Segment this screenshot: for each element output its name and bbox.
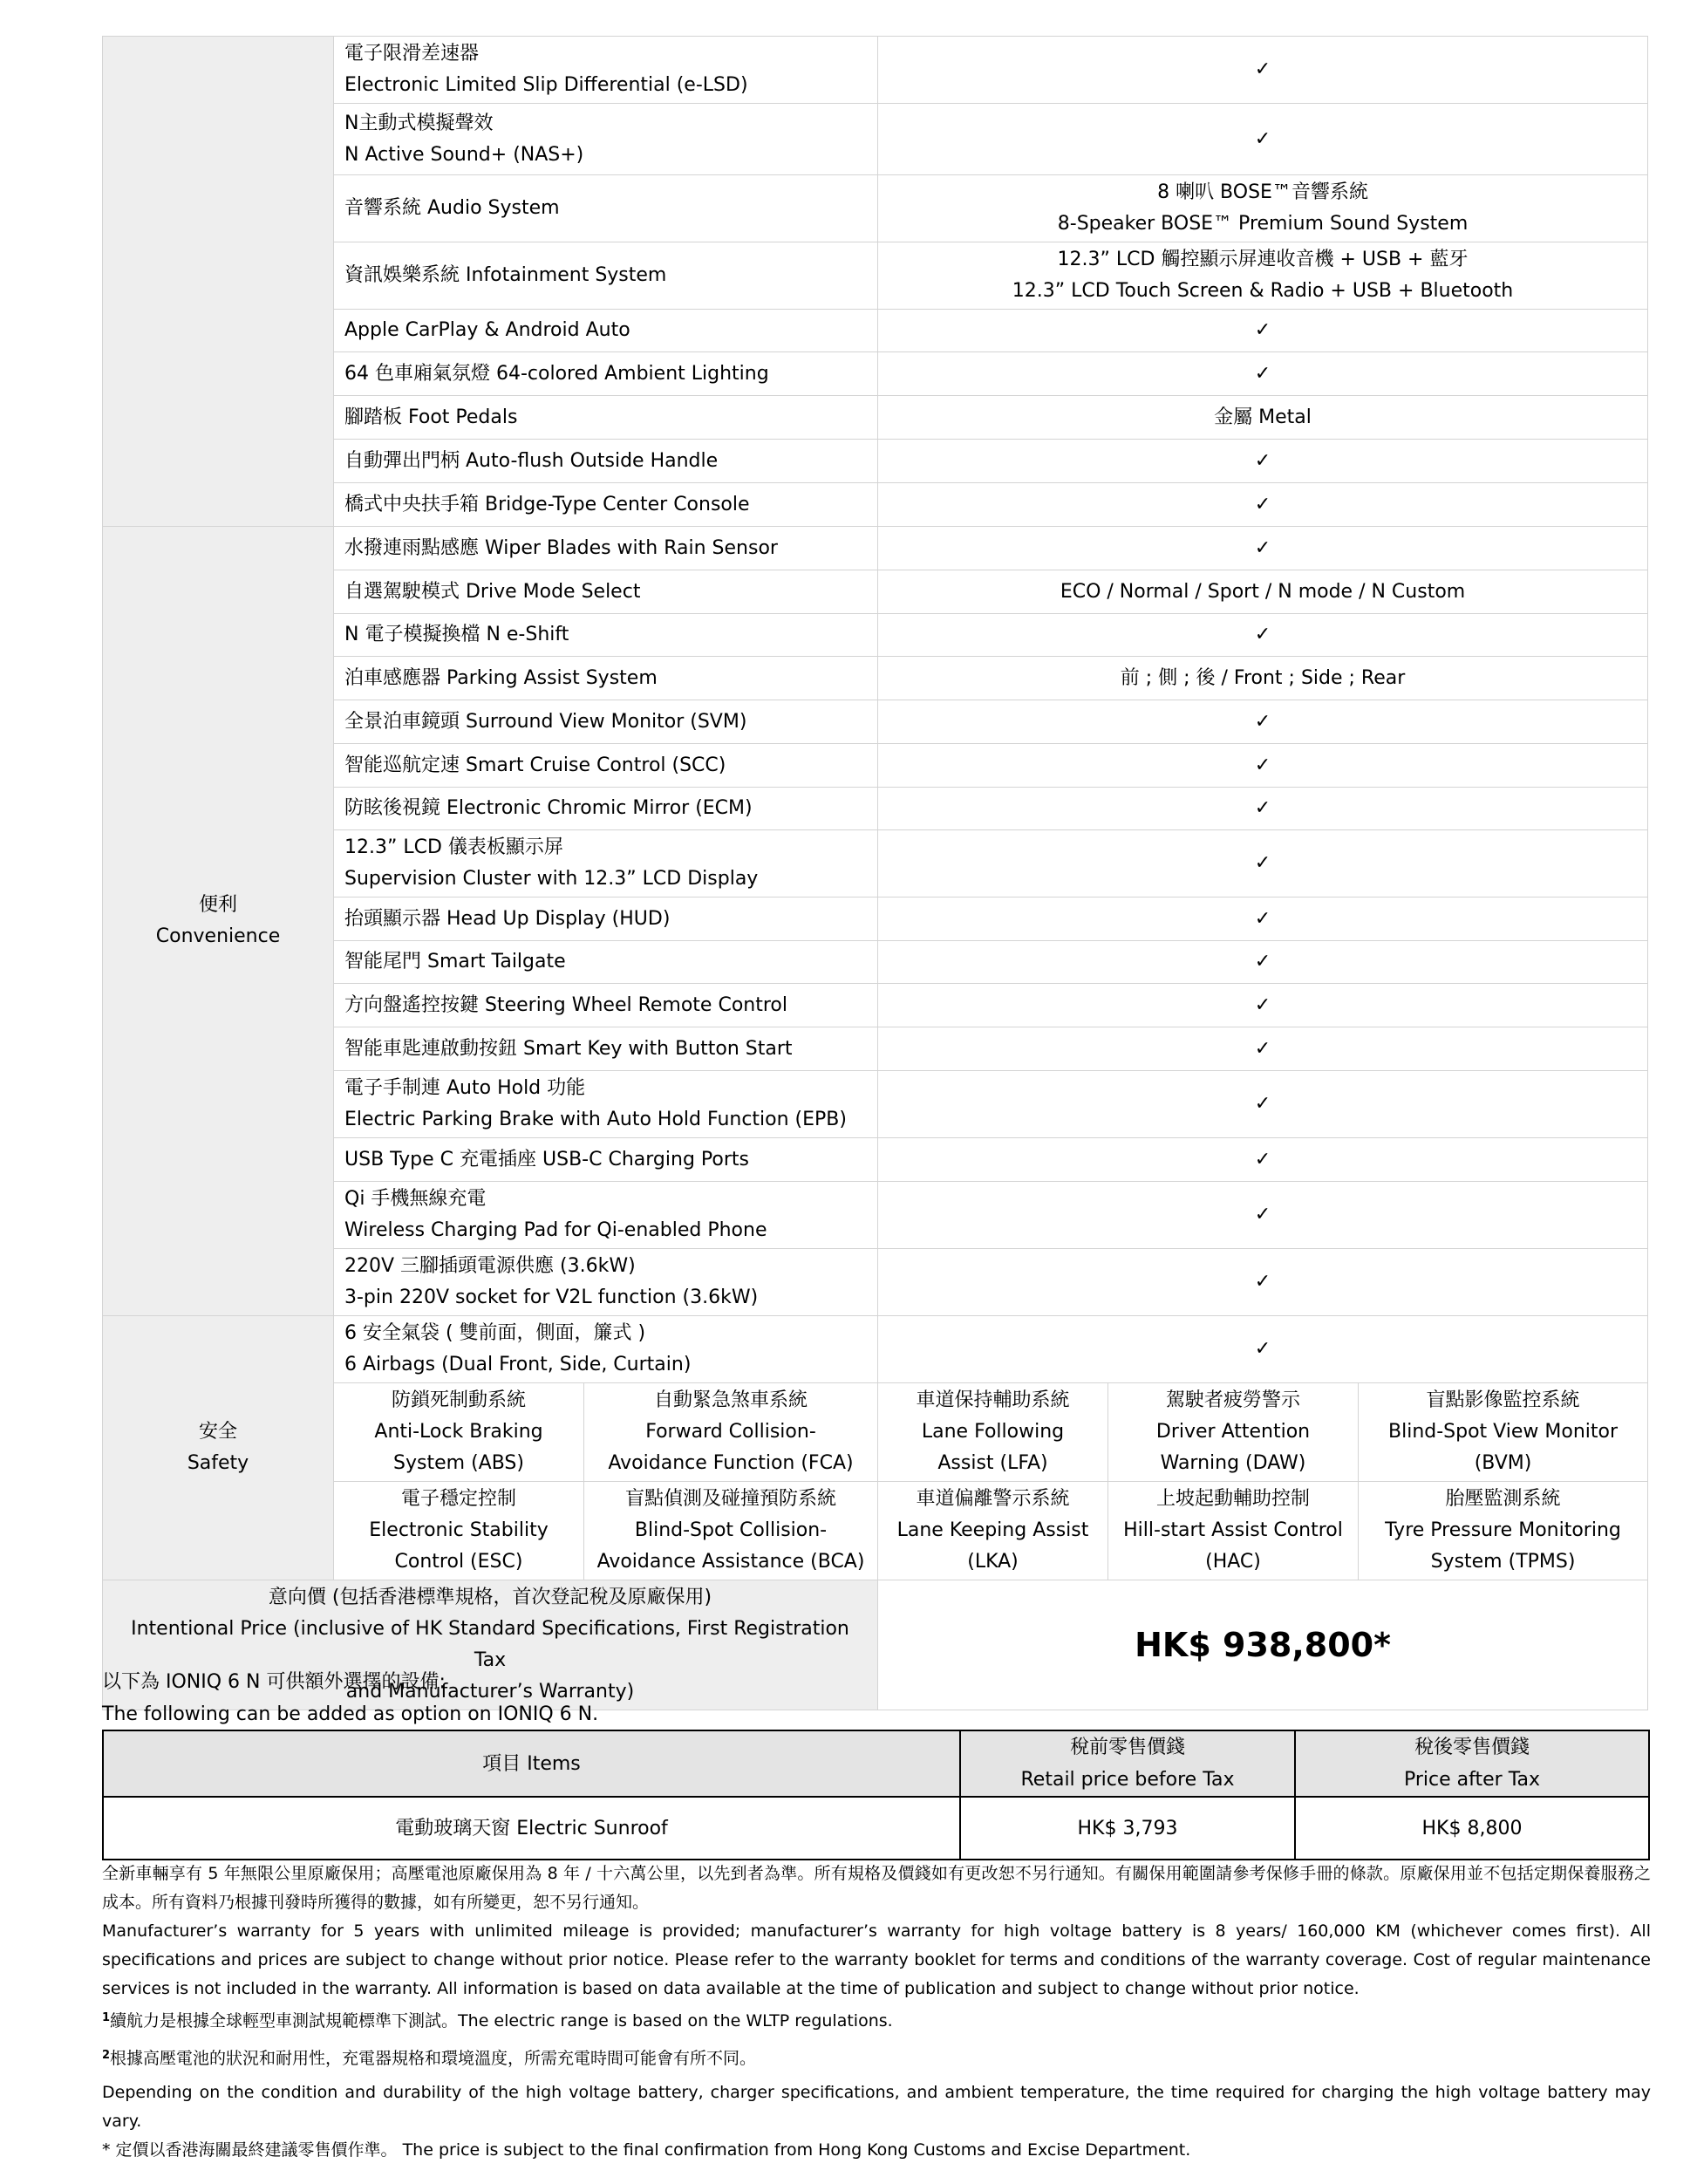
header-after-tax: 稅後零售價錢 Price after Tax bbox=[1295, 1730, 1649, 1797]
spec-label: 電子手制連 Auto Hold 功能 Electric Parking Brake with Auto Hold Function (EPB) bbox=[334, 1071, 878, 1138]
check-icon: ✓ bbox=[878, 700, 1648, 744]
check-icon: ✓ bbox=[878, 37, 1648, 104]
check-icon: ✓ bbox=[878, 1071, 1648, 1138]
table-row bbox=[103, 1316, 1648, 1383]
header-before-tax: 稅前零售價錢 Retail price before Tax bbox=[960, 1730, 1295, 1797]
spec-label: 資訊娛樂系統 Infotainment System bbox=[334, 242, 878, 310]
table-row bbox=[103, 1182, 1648, 1249]
spec-label: 音響系統 Audio System bbox=[334, 175, 878, 242]
spec-label: 腳踏板 Foot Pedals bbox=[334, 396, 878, 440]
price-label: 意向價 (包括香港標準規格，首次登記稅及原廠保用) Intentional Price (inclusive of HK Standard Specifications, First Registration Tax and Manufacturer’s Warranty) bbox=[103, 1580, 878, 1710]
category-convenience: 便利 Convenience bbox=[103, 527, 334, 1316]
table-row bbox=[103, 1797, 1649, 1860]
spec-table bbox=[102, 36, 1648, 1710]
check-icon: ✓ bbox=[878, 1027, 1648, 1071]
spec-label: 水撥連雨點感應 Wiper Blades with Rain Sensor bbox=[334, 527, 878, 570]
footnote-marker: 1 bbox=[102, 2011, 111, 2024]
table-row bbox=[103, 37, 1648, 104]
footnote-2: $^2$根據高壓電池的狀況和耐用性，充電器規格和環境溫度，所需充電時間可能會有所不同。 bbox=[102, 2049, 757, 2068]
check-icon: ✓ bbox=[878, 527, 1648, 570]
spec-label: 抬頭顯示器 Head Up Display (HUD) bbox=[334, 897, 878, 941]
table-row bbox=[103, 744, 1648, 788]
spec-label: Apple CarPlay & Android Auto bbox=[334, 310, 878, 352]
check-icon: ✓ bbox=[878, 483, 1648, 527]
check-icon: ✓ bbox=[878, 1249, 1648, 1316]
category-safety: 安全 Safety bbox=[103, 1316, 334, 1580]
table-row bbox=[103, 614, 1648, 657]
footnote-2-en: Depending on the condition and durability of the high voltage battery, charger specifications, and ambient temperature, the time required for charging the high voltage battery may vary. bbox=[102, 2083, 1651, 2131]
check-icon: ✓ bbox=[878, 1138, 1648, 1182]
spec-label: 6 安全氣袋 ( 雙前面，側面，簾式 ) 6 Airbags (Dual Front, Side, Curtain) bbox=[334, 1316, 878, 1383]
table-row bbox=[103, 396, 1648, 440]
safety-feature: 胎壓監測系統 Tyre Pressure Monitoring System (TPMS) bbox=[1359, 1482, 1648, 1580]
spec-label: 12.3” LCD 儀表板顯示屏 Supervision Cluster with 12.3” LCD Display bbox=[334, 830, 878, 897]
safety-feature: 盲點偵測及碰撞預防系統 Blind-Spot Collision- Avoidance Assistance (BCA) bbox=[584, 1482, 878, 1580]
warranty-note-en: Manufacturer’s warranty for 5 years with unlimited mileage is provided; manufacturer’s warranty for high voltage battery is 8 years/ 160,000 KM (whichever comes first). All specifications and prices are subject to change without prior notice. Please refer to the warranty booklet for terms and conditions of the warranty coverage. Cost of regular maintenance services is not included in the warranty. All information is based on data available at the time of publication and subject to change without prior notice. bbox=[102, 1921, 1651, 1998]
spec-value: 8 喇叭 BOSE™音響系統 8-Speaker BOSE™ Premium Sound System bbox=[878, 175, 1648, 242]
price-value: HK$ 938,800* bbox=[878, 1580, 1648, 1710]
option-item: 電動玻璃天窗 Electric Sunroof bbox=[103, 1797, 960, 1860]
spec-label: 電子限滑差速器 Electronic Limited Slip Differential (e-LSD) bbox=[334, 37, 878, 104]
table-row bbox=[103, 483, 1648, 527]
table-header-row bbox=[103, 1730, 1649, 1797]
table-row bbox=[103, 1249, 1648, 1316]
spec-value: 金屬 Metal bbox=[878, 396, 1648, 440]
spec-value: ECO / Normal / Sport / N mode / N Custom bbox=[878, 570, 1648, 614]
spec-label: 自選駕駛模式 Drive Mode Select bbox=[334, 570, 878, 614]
safety-feature: 車道偏離警示系統 Lane Keeping Assist (LKA) bbox=[878, 1482, 1108, 1580]
spec-value: 12.3” LCD 觸控顯示屏連收音機 + USB + 藍牙 12.3” LCD Touch Screen & Radio + USB + Bluetooth bbox=[878, 242, 1648, 310]
spec-label: 全景泊車鏡頭 Surround View Monitor (SVM) bbox=[334, 700, 878, 744]
options-intro-en: The following can be added as option on IONIQ 6 N. bbox=[102, 1703, 599, 1725]
spec-label: 智能車匙連啟動按鈕 Smart Key with Button Start bbox=[334, 1027, 878, 1071]
check-icon: ✓ bbox=[878, 614, 1648, 657]
options-intro-zh: 以下為 IONIQ 6 N 可供額外選擇的設備: bbox=[102, 1671, 446, 1693]
check-icon: ✓ bbox=[878, 897, 1648, 941]
safety-feature: 電子穩定控制 Electronic Stability Control (ESC) bbox=[334, 1482, 584, 1580]
category-cell-blank bbox=[103, 37, 334, 527]
spec-label: 泊車感應器 Parking Assist System bbox=[334, 657, 878, 700]
warranty-note-zh: 全新車輛享有 5 年無限公里原廠保用；高壓電池原廠保用為 8 年 / 十六萬公里，以先到者為準。所有規格及價錢如有更改恕不另行通知。有關保用範圍請參考保修手冊的條款。原廠保用並不包括定期保養服務之成本。所有資料乃根據刊發時所獲得的數據，如有所變更，恕不另行通知。 bbox=[102, 1864, 1651, 1912]
table-row bbox=[103, 984, 1648, 1027]
spec-label: N 電子模擬換檔 N e-Shift bbox=[334, 614, 878, 657]
spec-label: 防眩後視鏡 Electronic Chromic Mirror (ECM) bbox=[334, 788, 878, 830]
safety-feature: 盲點影像監控系統 Blind-Spot View Monitor (BVM) bbox=[1359, 1383, 1648, 1482]
spec-label: 智能巡航定速 Smart Cruise Control (SCC) bbox=[334, 744, 878, 788]
table-row bbox=[103, 700, 1648, 744]
spec-label: 64 色車廂氣氛燈 64-colored Ambient Lighting bbox=[334, 352, 878, 396]
table-row bbox=[103, 527, 1648, 570]
safety-feature: 防鎖死制動系統 Anti-Lock Braking System (ABS) bbox=[334, 1383, 584, 1482]
price-note: * 定價以香港海關最終建議零售價作準。 The price is subject to the final confirmation from Hong Kong Customs and Excise Department. bbox=[102, 2140, 1191, 2160]
table-row bbox=[103, 1383, 1648, 1482]
spec-label: 220V 三腳插頭電源供應 (3.6kW) 3-pin 220V socket for V2L function (3.6kW) bbox=[334, 1249, 878, 1316]
check-icon: ✓ bbox=[878, 440, 1648, 483]
table-row bbox=[103, 1027, 1648, 1071]
check-icon: ✓ bbox=[878, 310, 1648, 352]
table-row bbox=[103, 175, 1648, 242]
table-row bbox=[103, 1138, 1648, 1182]
spec-value: 前 ; 側 ; 後 / Front ; Side ; Rear bbox=[878, 657, 1648, 700]
header-items: 項目 Items bbox=[103, 1730, 960, 1797]
check-icon: ✓ bbox=[878, 984, 1648, 1027]
check-icon: ✓ bbox=[878, 941, 1648, 984]
safety-feature: 車道保持輔助系統 Lane Following Assist (LFA) bbox=[878, 1383, 1108, 1482]
table-row bbox=[103, 570, 1648, 614]
spec-label: 自動彈出門柄 Auto-flush Outside Handle bbox=[334, 440, 878, 483]
table-row bbox=[103, 1482, 1648, 1580]
check-icon: ✓ bbox=[878, 830, 1648, 897]
spec-label: USB Type C 充電插座 USB-C Charging Ports bbox=[334, 1138, 878, 1182]
safety-feature: 駕駛者疲勞警示 Driver Attention Warning (DAW) bbox=[1108, 1383, 1359, 1482]
check-icon: ✓ bbox=[878, 788, 1648, 830]
table-row bbox=[103, 830, 1648, 897]
safety-feature: 上坡起動輔助控制 Hill-start Assist Control (HAC) bbox=[1108, 1482, 1359, 1580]
check-icon: ✓ bbox=[878, 352, 1648, 396]
footnote-1: $^1$續航力是根據全球輕型車測試規範標準下測試。The electric range is based on the WLTP regulations. bbox=[102, 2011, 893, 2030]
footnote-marker: 2 bbox=[102, 2049, 111, 2062]
spec-label: 智能尾門 Smart Tailgate bbox=[334, 941, 878, 984]
option-price-before-tax: HK$ 3,793 bbox=[960, 1797, 1295, 1860]
table-row bbox=[103, 788, 1648, 830]
table-row bbox=[103, 242, 1648, 310]
options-table bbox=[102, 1730, 1650, 1860]
table-row bbox=[103, 104, 1648, 175]
table-row bbox=[103, 310, 1648, 352]
safety-feature: 自動緊急煞車系統 Forward Collision- Avoidance Function (FCA) bbox=[584, 1383, 878, 1482]
check-icon: ✓ bbox=[878, 104, 1648, 175]
table-row bbox=[103, 897, 1648, 941]
table-row bbox=[103, 352, 1648, 396]
check-icon: ✓ bbox=[878, 1182, 1648, 1249]
footnotes bbox=[102, 1860, 1651, 2165]
spec-label: 方向盤遙控按鍵 Steering Wheel Remote Control bbox=[334, 984, 878, 1027]
table-row bbox=[103, 440, 1648, 483]
table-row bbox=[103, 1071, 1648, 1138]
table-row bbox=[103, 941, 1648, 984]
check-icon: ✓ bbox=[878, 744, 1648, 788]
option-price-after-tax: HK$ 8,800 bbox=[1295, 1797, 1649, 1860]
spec-label: Qi 手機無線充電 Wireless Charging Pad for Qi-enabled Phone bbox=[334, 1182, 878, 1249]
spec-label: N主動式模擬聲效 N Active Sound+ (NAS+) bbox=[334, 104, 878, 175]
table-row bbox=[103, 657, 1648, 700]
check-icon: ✓ bbox=[878, 1316, 1648, 1383]
spec-label: 橋式中央扶手箱 Bridge-Type Center Console bbox=[334, 483, 878, 527]
